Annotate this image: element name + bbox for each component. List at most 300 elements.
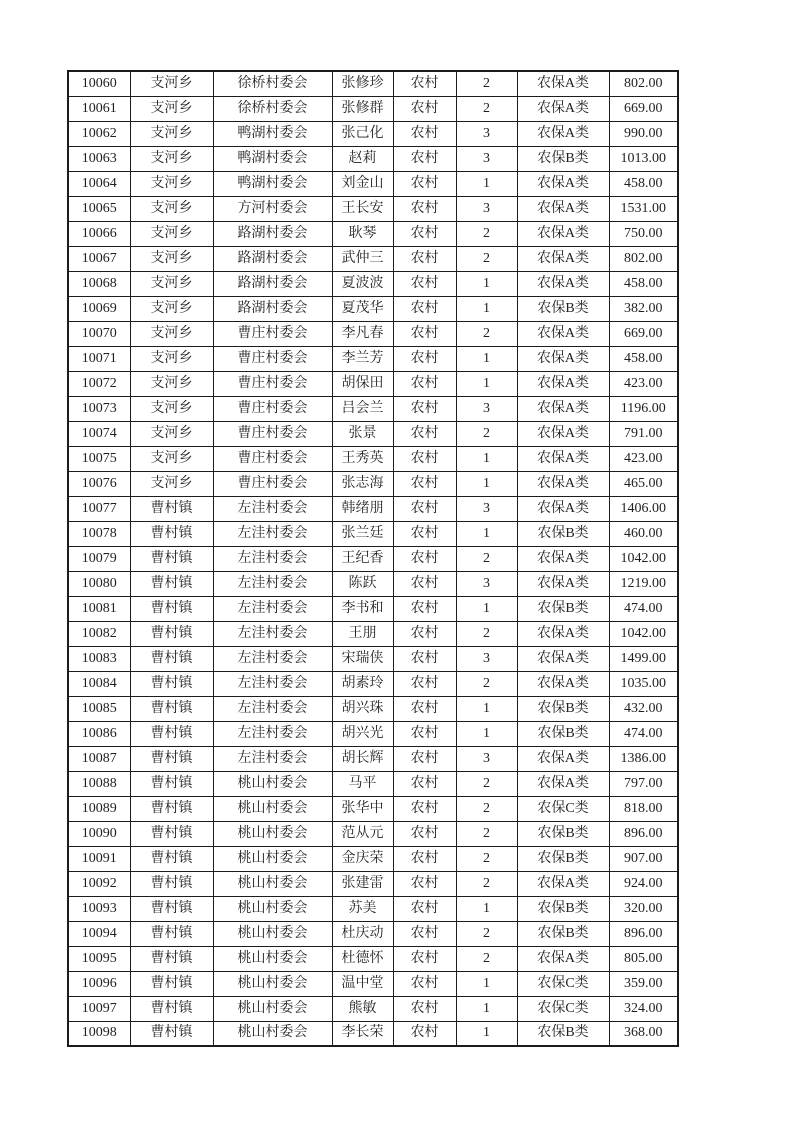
cell-insurance-category: 农保B类 [517,846,609,871]
cell-record-id: 10093 [68,896,130,921]
cell-person-name: 张己化 [332,121,393,146]
cell-person-name: 杜庆动 [332,921,393,946]
cell-township: 曹村镇 [130,621,213,646]
cell-record-id: 10085 [68,696,130,721]
table-row [68,471,678,496]
table-row [68,896,678,921]
cell-village-committee: 桃山村委会 [213,921,332,946]
cell-person-count: 2 [456,771,517,796]
cell-record-id: 10091 [68,846,130,871]
cell-residence-type: 农村 [393,846,456,871]
cell-record-id: 10075 [68,446,130,471]
cell-record-id: 10073 [68,396,130,421]
cell-village-committee: 左洼村委会 [213,646,332,671]
cell-residence-type: 农村 [393,96,456,121]
cell-insurance-category: 农保A类 [517,621,609,646]
cell-insurance-category: 农保B类 [517,296,609,321]
cell-amount: 1042.00 [609,546,678,571]
cell-amount: 1035.00 [609,671,678,696]
cell-village-committee: 左洼村委会 [213,696,332,721]
cell-amount: 802.00 [609,246,678,271]
cell-amount: 458.00 [609,271,678,296]
cell-amount: 320.00 [609,896,678,921]
cell-amount: 1196.00 [609,396,678,421]
cell-village-committee: 桃山村委会 [213,871,332,896]
cell-person-count: 2 [456,71,517,96]
cell-person-count: 1 [456,696,517,721]
cell-person-name: 张兰廷 [332,521,393,546]
cell-person-count: 1 [456,521,517,546]
cell-record-id: 10079 [68,546,130,571]
cell-person-name: 范从元 [332,821,393,846]
table-row [68,646,678,671]
cell-person-name: 陈跃 [332,571,393,596]
cell-insurance-category: 农保A类 [517,221,609,246]
cell-amount: 896.00 [609,821,678,846]
cell-village-committee: 左洼村委会 [213,746,332,771]
cell-residence-type: 农村 [393,321,456,346]
cell-person-count: 1 [456,996,517,1021]
cell-insurance-category: 农保A类 [517,196,609,221]
cell-village-committee: 桃山村委会 [213,946,332,971]
cell-person-count: 3 [456,196,517,221]
cell-insurance-category: 农保A类 [517,771,609,796]
cell-township: 曹村镇 [130,921,213,946]
cell-residence-type: 农村 [393,196,456,221]
cell-insurance-category: 农保A类 [517,496,609,521]
cell-person-name: 武仲三 [332,246,393,271]
table-row [68,296,678,321]
cell-insurance-category: 农保C类 [517,796,609,821]
cell-amount: 669.00 [609,321,678,346]
cell-record-id: 10080 [68,571,130,596]
cell-township: 曹村镇 [130,546,213,571]
cell-person-count: 2 [456,246,517,271]
cell-person-name: 张修群 [332,96,393,121]
cell-township: 曹村镇 [130,571,213,596]
cell-village-committee: 桃山村委会 [213,1021,332,1046]
cell-person-count: 2 [456,421,517,446]
cell-record-id: 10069 [68,296,130,321]
cell-person-count: 1 [456,721,517,746]
cell-person-count: 1 [456,446,517,471]
cell-person-name: 耿琴 [332,221,393,246]
cell-village-committee: 鸭湖村委会 [213,171,332,196]
cell-amount: 1042.00 [609,621,678,646]
table-row [68,371,678,396]
cell-amount: 324.00 [609,996,678,1021]
table-row [68,221,678,246]
cell-amount: 368.00 [609,1021,678,1046]
cell-person-name: 胡素玲 [332,671,393,696]
cell-township: 支河乡 [130,121,213,146]
cell-village-committee: 左洼村委会 [213,571,332,596]
table-row [68,971,678,996]
table-row [68,671,678,696]
cell-residence-type: 农村 [393,746,456,771]
cell-person-count: 2 [456,821,517,846]
cell-insurance-category: 农保A类 [517,246,609,271]
cell-amount: 750.00 [609,221,678,246]
cell-person-count: 2 [456,546,517,571]
cell-record-id: 10066 [68,221,130,246]
cell-residence-type: 农村 [393,796,456,821]
table-row [68,846,678,871]
cell-residence-type: 农村 [393,421,456,446]
cell-person-name: 夏茂华 [332,296,393,321]
table-row [68,596,678,621]
cell-township: 曹村镇 [130,646,213,671]
cell-person-count: 1 [456,896,517,921]
cell-insurance-category: 农保A类 [517,446,609,471]
table-row [68,1021,678,1046]
cell-insurance-category: 农保B类 [517,521,609,546]
cell-insurance-category: 农保A类 [517,746,609,771]
cell-village-committee: 曹庄村委会 [213,346,332,371]
cell-township: 支河乡 [130,246,213,271]
cell-insurance-category: 农保A类 [517,321,609,346]
cell-person-name: 张华中 [332,796,393,821]
cell-insurance-category: 农保C类 [517,971,609,996]
cell-village-committee: 左洼村委会 [213,546,332,571]
cell-insurance-category: 农保A类 [517,471,609,496]
cell-person-count: 2 [456,846,517,871]
cell-township: 曹村镇 [130,1021,213,1046]
cell-residence-type: 农村 [393,371,456,396]
cell-residence-type: 农村 [393,296,456,321]
cell-record-id: 10070 [68,321,130,346]
table-row [68,771,678,796]
cell-person-count: 2 [456,796,517,821]
cell-record-id: 10065 [68,196,130,221]
cell-person-name: 韩绪朋 [332,496,393,521]
cell-residence-type: 农村 [393,246,456,271]
cell-record-id: 10060 [68,71,130,96]
cell-residence-type: 农村 [393,771,456,796]
cell-insurance-category: 农保A类 [517,946,609,971]
cell-person-count: 3 [456,571,517,596]
cell-record-id: 10071 [68,346,130,371]
cell-person-name: 杜德怀 [332,946,393,971]
cell-residence-type: 农村 [393,446,456,471]
cell-insurance-category: 农保A类 [517,371,609,396]
cell-insurance-category: 农保B类 [517,596,609,621]
table-row [68,571,678,596]
cell-insurance-category: 农保A类 [517,571,609,596]
cell-person-count: 2 [456,221,517,246]
cell-residence-type: 农村 [393,471,456,496]
table-row [68,621,678,646]
cell-township: 曹村镇 [130,721,213,746]
cell-person-count: 3 [456,396,517,421]
cell-record-id: 10076 [68,471,130,496]
table-row [68,496,678,521]
cell-insurance-category: 农保B类 [517,1021,609,1046]
table-row [68,396,678,421]
cell-village-committee: 左洼村委会 [213,671,332,696]
cell-village-committee: 曹庄村委会 [213,371,332,396]
cell-person-count: 1 [456,471,517,496]
cell-amount: 797.00 [609,771,678,796]
cell-village-committee: 路湖村委会 [213,246,332,271]
table-row [68,271,678,296]
cell-township: 支河乡 [130,146,213,171]
cell-person-name: 王纪香 [332,546,393,571]
cell-person-name: 胡长辉 [332,746,393,771]
cell-residence-type: 农村 [393,721,456,746]
cell-person-count: 1 [456,371,517,396]
cell-insurance-category: 农保A类 [517,71,609,96]
cell-record-id: 10094 [68,921,130,946]
cell-amount: 802.00 [609,71,678,96]
cell-village-committee: 鸭湖村委会 [213,121,332,146]
cell-person-count: 3 [456,646,517,671]
cell-record-id: 10062 [68,121,130,146]
table-row [68,546,678,571]
cell-record-id: 10067 [68,246,130,271]
cell-insurance-category: 农保A类 [517,346,609,371]
cell-record-id: 10068 [68,271,130,296]
cell-township: 曹村镇 [130,871,213,896]
cell-village-committee: 曹庄村委会 [213,421,332,446]
cell-amount: 669.00 [609,96,678,121]
cell-village-committee: 左洼村委会 [213,721,332,746]
cell-amount: 1219.00 [609,571,678,596]
cell-township: 曹村镇 [130,521,213,546]
cell-township: 支河乡 [130,171,213,196]
cell-person-name: 吕会兰 [332,396,393,421]
cell-township: 支河乡 [130,96,213,121]
cell-person-name: 李书和 [332,596,393,621]
cell-village-committee: 路湖村委会 [213,221,332,246]
cell-village-committee: 徐桥村委会 [213,71,332,96]
cell-person-name: 胡保田 [332,371,393,396]
cell-residence-type: 农村 [393,271,456,296]
cell-amount: 460.00 [609,521,678,546]
cell-record-id: 10088 [68,771,130,796]
cell-village-committee: 桃山村委会 [213,971,332,996]
cell-township: 曹村镇 [130,821,213,846]
cell-person-name: 张志海 [332,471,393,496]
cell-township: 支河乡 [130,296,213,321]
cell-amount: 1386.00 [609,746,678,771]
cell-village-committee: 曹庄村委会 [213,471,332,496]
table-row [68,746,678,771]
cell-insurance-category: 农保A类 [517,546,609,571]
cell-person-count: 1 [456,1021,517,1046]
cell-residence-type: 农村 [393,896,456,921]
cell-person-count: 2 [456,671,517,696]
cell-person-name: 温中堂 [332,971,393,996]
cell-insurance-category: 农保A类 [517,171,609,196]
cell-amount: 474.00 [609,721,678,746]
cell-township: 支河乡 [130,321,213,346]
table-row [68,171,678,196]
cell-insurance-category: 农保A类 [517,96,609,121]
table-row [68,446,678,471]
cell-person-count: 3 [456,496,517,521]
cell-person-name: 胡兴珠 [332,696,393,721]
cell-amount: 458.00 [609,346,678,371]
cell-insurance-category: 农保B类 [517,921,609,946]
cell-insurance-category: 农保A类 [517,421,609,446]
table-row [68,871,678,896]
cell-township: 曹村镇 [130,746,213,771]
cell-person-name: 夏波波 [332,271,393,296]
cell-insurance-category: 农保A类 [517,646,609,671]
cell-person-name: 王长安 [332,196,393,221]
cell-record-id: 10061 [68,96,130,121]
cell-person-count: 2 [456,96,517,121]
cell-village-committee: 桃山村委会 [213,896,332,921]
cell-person-name: 赵莉 [332,146,393,171]
cell-residence-type: 农村 [393,871,456,896]
cell-record-id: 10096 [68,971,130,996]
cell-village-committee: 左洼村委会 [213,621,332,646]
cell-village-committee: 鸭湖村委会 [213,146,332,171]
cell-person-count: 1 [456,271,517,296]
cell-residence-type: 农村 [393,671,456,696]
cell-record-id: 10081 [68,596,130,621]
cell-residence-type: 农村 [393,971,456,996]
cell-residence-type: 农村 [393,496,456,521]
cell-village-committee: 左洼村委会 [213,521,332,546]
cell-amount: 432.00 [609,696,678,721]
cell-insurance-category: 农保B类 [517,896,609,921]
cell-township: 曹村镇 [130,996,213,1021]
cell-person-count: 1 [456,171,517,196]
cell-person-count: 2 [456,321,517,346]
cell-amount: 896.00 [609,921,678,946]
cell-person-count: 1 [456,296,517,321]
cell-township: 曹村镇 [130,896,213,921]
cell-village-committee: 桃山村委会 [213,771,332,796]
cell-person-name: 张修珍 [332,71,393,96]
cell-insurance-category: 农保A类 [517,121,609,146]
cell-person-count: 2 [456,871,517,896]
cell-record-id: 10089 [68,796,130,821]
cell-village-committee: 曹庄村委会 [213,321,332,346]
table-row [68,346,678,371]
cell-amount: 805.00 [609,946,678,971]
table-row [68,321,678,346]
cell-person-name: 张建雷 [332,871,393,896]
table-row [68,196,678,221]
cell-person-name: 苏美 [332,896,393,921]
table-row [68,796,678,821]
cell-record-id: 10078 [68,521,130,546]
cell-residence-type: 农村 [393,171,456,196]
cell-person-count: 3 [456,146,517,171]
cell-township: 曹村镇 [130,671,213,696]
table-row [68,921,678,946]
cell-residence-type: 农村 [393,821,456,846]
cell-record-id: 10082 [68,621,130,646]
cell-village-committee: 左洼村委会 [213,496,332,521]
table-row [68,246,678,271]
cell-township: 支河乡 [130,71,213,96]
cell-amount: 423.00 [609,371,678,396]
cell-residence-type: 农村 [393,621,456,646]
cell-record-id: 10087 [68,746,130,771]
cell-amount: 1406.00 [609,496,678,521]
cell-amount: 359.00 [609,971,678,996]
table-row [68,96,678,121]
cell-amount: 818.00 [609,796,678,821]
cell-amount: 465.00 [609,471,678,496]
cell-township: 曹村镇 [130,496,213,521]
cell-insurance-category: 农保B类 [517,721,609,746]
cell-record-id: 10090 [68,821,130,846]
cell-person-count: 1 [456,971,517,996]
cell-amount: 382.00 [609,296,678,321]
cell-township: 支河乡 [130,471,213,496]
benefit-roster-table [67,70,679,1047]
cell-record-id: 10095 [68,946,130,971]
cell-village-committee: 桃山村委会 [213,796,332,821]
cell-amount: 907.00 [609,846,678,871]
cell-residence-type: 农村 [393,521,456,546]
cell-amount: 474.00 [609,596,678,621]
cell-township: 支河乡 [130,396,213,421]
cell-township: 支河乡 [130,371,213,396]
cell-township: 支河乡 [130,446,213,471]
cell-record-id: 10074 [68,421,130,446]
cell-person-count: 2 [456,621,517,646]
cell-person-name: 李兰芳 [332,346,393,371]
cell-amount: 990.00 [609,121,678,146]
table-row [68,421,678,446]
cell-record-id: 10063 [68,146,130,171]
cell-village-committee: 桃山村委会 [213,996,332,1021]
table-row [68,996,678,1021]
cell-township: 曹村镇 [130,696,213,721]
cell-residence-type: 农村 [393,946,456,971]
cell-person-count: 2 [456,946,517,971]
table-row [68,121,678,146]
cell-record-id: 10064 [68,171,130,196]
table-row [68,721,678,746]
cell-residence-type: 农村 [393,346,456,371]
cell-township: 支河乡 [130,221,213,246]
cell-township: 支河乡 [130,421,213,446]
cell-record-id: 10084 [68,671,130,696]
cell-residence-type: 农村 [393,596,456,621]
table-row [68,521,678,546]
cell-amount: 924.00 [609,871,678,896]
cell-village-committee: 桃山村委会 [213,846,332,871]
cell-record-id: 10072 [68,371,130,396]
table-row [68,821,678,846]
cell-residence-type: 农村 [393,71,456,96]
cell-amount: 1499.00 [609,646,678,671]
cell-record-id: 10086 [68,721,130,746]
cell-township: 曹村镇 [130,846,213,871]
cell-person-name: 胡兴光 [332,721,393,746]
cell-residence-type: 农村 [393,646,456,671]
cell-person-name: 金庆荣 [332,846,393,871]
cell-residence-type: 农村 [393,146,456,171]
cell-person-count: 3 [456,121,517,146]
cell-insurance-category: 农保B类 [517,821,609,846]
cell-township: 支河乡 [130,271,213,296]
cell-record-id: 10077 [68,496,130,521]
cell-person-name: 张景 [332,421,393,446]
cell-village-committee: 路湖村委会 [213,271,332,296]
cell-village-committee: 曹庄村委会 [213,446,332,471]
cell-township: 曹村镇 [130,596,213,621]
cell-residence-type: 农村 [393,546,456,571]
